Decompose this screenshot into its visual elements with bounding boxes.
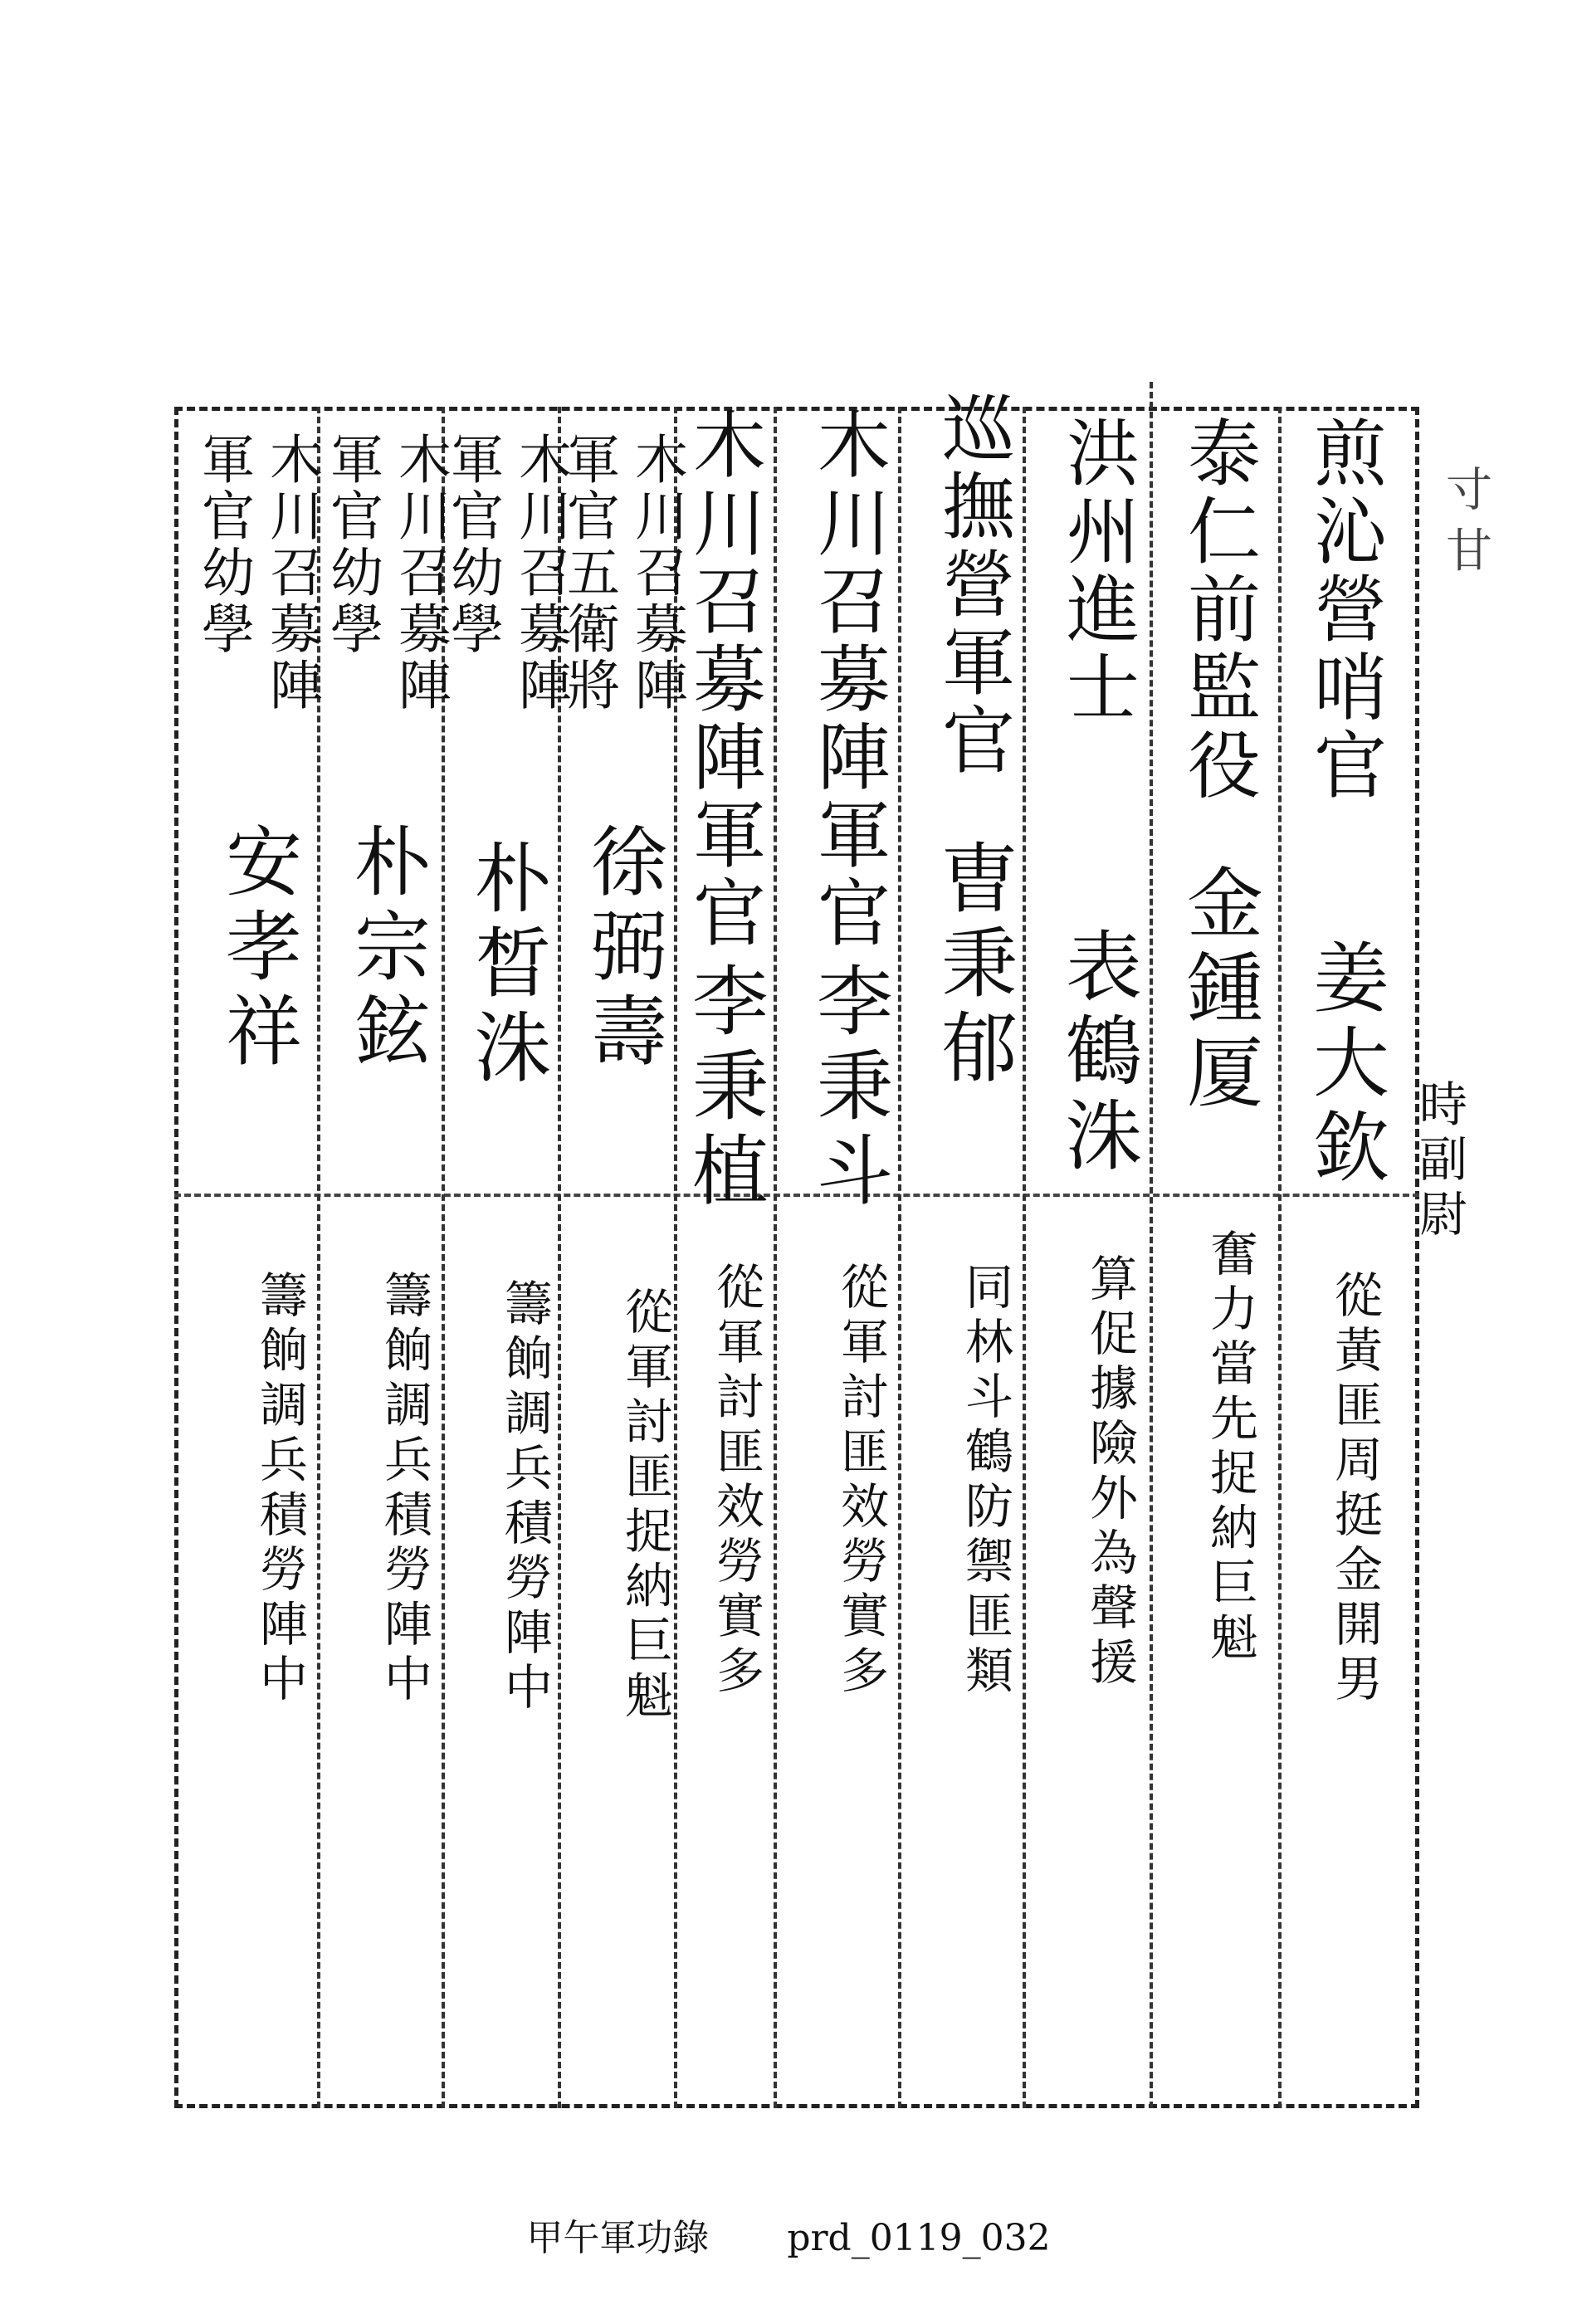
entry-note xyxy=(1320,1079,1474,1708)
frame-divider xyxy=(174,1194,1419,1197)
entry-note: 籌餉調兵積勞陣中 xyxy=(251,1270,308,1708)
entry-column xyxy=(798,407,898,1215)
column-rule xyxy=(1150,382,1153,2108)
page-caption xyxy=(0,2208,1577,2261)
entry-title: 洪州進士 xyxy=(1055,415,1140,727)
entry-name: 金鍾厦 xyxy=(1174,863,1263,1117)
entry-title: 木川召募陣 xyxy=(389,432,451,714)
column-rule xyxy=(774,407,777,2108)
entry-column xyxy=(442,432,571,1092)
entry-title: 巡撫營軍官 xyxy=(930,390,1016,780)
entry-note: 籌餉調兵積勞陣中 xyxy=(376,1270,432,1708)
entry-column xyxy=(321,432,451,1076)
entry-name: 朴宗鉉 xyxy=(342,822,431,1076)
entry-name: 安孝祥 xyxy=(213,822,302,1076)
entry-name: 表鶴洙 xyxy=(1053,926,1142,1180)
entry-column xyxy=(1169,415,1268,1117)
entry-name: 李秉斗 xyxy=(804,961,893,1215)
entry-title-line: 軍官幼學 xyxy=(442,432,503,657)
entry-name: 李秉植 xyxy=(680,961,769,1215)
entry-column xyxy=(1047,415,1147,1180)
entry-column xyxy=(1295,415,1394,1192)
column-rule xyxy=(1278,407,1282,2108)
entry-note: 同林斗鶴防禦匪類 xyxy=(957,1262,1013,1700)
entry-title: 木川召募陣 xyxy=(261,432,322,714)
entry-title-line: 軍官幼學 xyxy=(321,432,383,657)
entry-name: 曺秉郁 xyxy=(929,838,1018,1092)
edge-marks: 寸 甘 xyxy=(1438,465,1492,573)
entry-title: 木川召募陣 xyxy=(626,432,687,714)
entry-title-line: 軍官五衛將 xyxy=(558,432,619,714)
entry-note-line: 時副尉 xyxy=(1411,1079,1467,1243)
entry-title: 木川召募陣軍官 xyxy=(806,407,891,953)
entry-title: 煎沁營哨官 xyxy=(1302,415,1388,805)
entry-note: 籌餉調兵積勞陣中 xyxy=(496,1278,553,1716)
entry-name: 徐弼壽 xyxy=(579,822,667,1076)
entry-note: 奮力當先捉納巨魁 xyxy=(1202,1228,1258,1667)
entry-title: 木川召募陣 xyxy=(510,432,571,714)
column-rule xyxy=(898,407,901,2108)
page-id: prd_0119_032 xyxy=(787,2217,1051,2259)
entry-title-line: 軍官幼學 xyxy=(193,432,254,657)
entry-column xyxy=(193,432,322,1076)
entry-note: 從軍討匪效勞實多 xyxy=(708,1262,764,1700)
entry-column xyxy=(923,390,1023,1092)
entry-title: 泰仁前監役 xyxy=(1176,415,1262,805)
entry-note: 從軍討匪捉納巨魁 xyxy=(617,1286,673,1725)
entry-note: 算促據險外為聲援 xyxy=(1081,1253,1138,1692)
entry-column xyxy=(558,432,687,1076)
entry-note-line: 從黃匪周挺金開男 xyxy=(1326,1270,1383,1708)
column-rule xyxy=(1023,407,1026,2108)
entry-name: 姜大欽 xyxy=(1301,938,1389,1192)
entry-note: 從軍討匪效勞實多 xyxy=(832,1262,889,1700)
book-title: 甲午軍功錄 xyxy=(526,2217,710,2259)
entry-name: 朴晳洙 xyxy=(462,838,551,1092)
entry-column xyxy=(674,407,774,1215)
entry-title: 木川召募陣軍官 xyxy=(681,407,767,953)
